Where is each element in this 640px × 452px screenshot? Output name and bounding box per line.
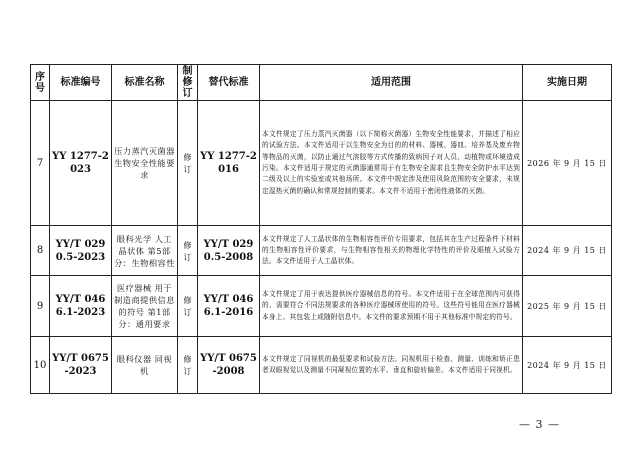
row-replaces: YY 1277-2016	[198, 101, 260, 226]
table-row	[31, 226, 612, 276]
row-name: 医疗器械 用于制造商提供信息的符号 第1部分：通用要求	[112, 276, 178, 337]
row-name: 压力蒸汽灭菌器 生物安全性能要求	[112, 101, 178, 226]
header-code: 标准编号	[50, 65, 112, 101]
table-header-row	[31, 65, 612, 101]
row-date: 2026 年 9 月 15 日	[523, 101, 612, 226]
row-code: YY/T 0675-2023	[50, 337, 112, 394]
row-code: YY 1277-2023	[50, 101, 112, 226]
header-name: 标准名称	[112, 65, 178, 101]
row-code: YY/T 0466.1-2023	[50, 276, 112, 337]
row-date: 2025 年 9 月 15 日	[523, 276, 612, 337]
row-revision: 修订	[178, 276, 198, 337]
row-scope: 本文件规定了人工晶状体的生物相容性评价专用要求，包括其在生产过程条件下材料的生物相容性评价要求，与生物相容性相关的物理化学特性的评价及眼植入试验方法。本文件适用于人工晶状体。	[260, 226, 523, 276]
table-row	[31, 276, 612, 337]
row-seq: 10	[31, 337, 50, 394]
page-number: — 3 —	[519, 418, 560, 431]
row-seq: 7	[31, 101, 50, 226]
row-replaces: YY/T 0466.1-2016	[198, 276, 260, 337]
header-revision: 制修订	[178, 65, 198, 101]
row-revision: 修订	[178, 101, 198, 226]
row-code: YY/T 0290.5-2023	[50, 226, 112, 276]
row-seq: 9	[31, 276, 50, 337]
row-replaces: YY/T 0290.5-2008	[198, 226, 260, 276]
row-date: 2024 年 9 月 15 日	[523, 226, 612, 276]
header-scope: 适用范围	[260, 65, 523, 101]
row-seq: 8	[31, 226, 50, 276]
row-name: 眼科光学 人工晶状体 第5部分：生物相容性	[112, 226, 178, 276]
header-replaces: 替代标准	[198, 65, 260, 101]
header-seq: 序号	[31, 65, 50, 101]
row-scope: 本文件规定了压力蒸汽灭菌器（以下简称灭菌器）生物安全性能要求，并描述了相应的试验方法。本文件适用于以生物安全为目的的材料、器械、器皿、培养基及废弃物等物品的灭菌，以防止通过气溶胶等方式传播的致病因子对人员、动植物或环境造成污染。本文件适用于规定的灭菌器通常用于有生物安全需求且生物安全防护水平达到二级及以上的实验室或其他场所。本文件中规定涉及使用风险范围的安全要求，未规定湿热灭菌的确认和常规控制的要求。本文件不适用于密闭性液体的灭菌。	[260, 101, 523, 226]
row-name: 眼科仪器 同视机	[112, 337, 178, 394]
row-replaces: YY/T 0675-2008	[198, 337, 260, 394]
table-row	[31, 101, 612, 226]
header-date: 实施日期	[523, 65, 612, 101]
row-revision: 修订	[178, 337, 198, 394]
table-row	[31, 337, 612, 394]
row-date: 2024 年 9 月 15 日	[523, 337, 612, 394]
standards-table	[30, 64, 612, 394]
row-scope: 本文件规定了同视机的最低要求和试验方法。同视机用于检查、测量、训练和矫正患者双眼视觉以及测量不同凝视位置的水平、垂直和旋转偏差。本文件适用于同视机。	[260, 337, 523, 394]
row-scope: 本文件规定了用于表达提供医疗器械信息的符号。本文件适用于在全球范围内可获得的、需要符合不同法规要求的各种医疗器械所使用的符号。这些符号能用在医疗器械本身上、其包装上或随附信息中。本文件的要求预期不用于其他标准中规定的符号。	[260, 276, 523, 337]
row-revision: 修订	[178, 226, 198, 276]
